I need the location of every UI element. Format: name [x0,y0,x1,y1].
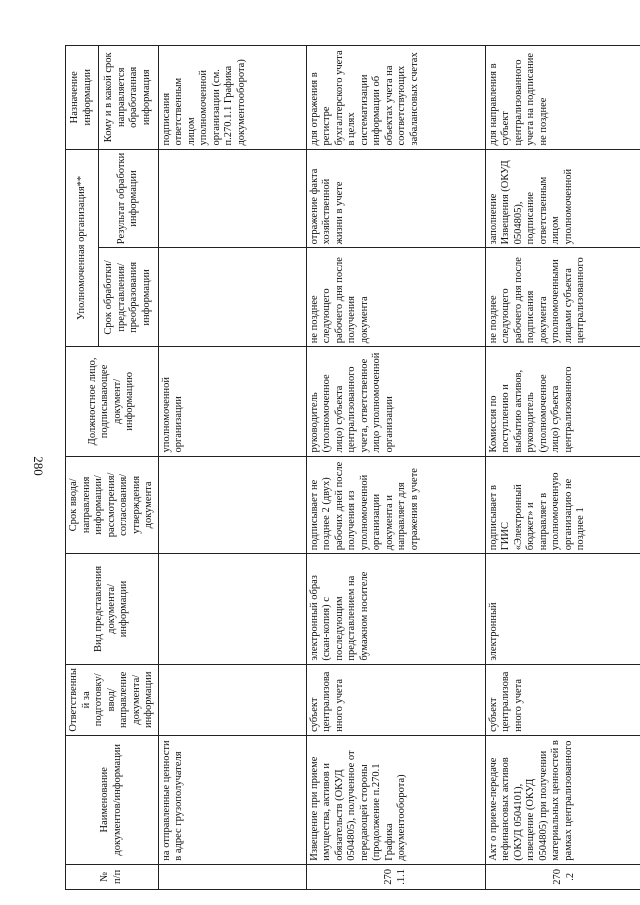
row-type: электронный образ (скан-копия) с последующим представлением на бумажном носителе [306,554,485,664]
row-responsible: субъект централизованного учета [306,664,485,735]
row-purpose: для отражения в регистре бухгалтерского учета в целях систематизации информации об объектах учета на соответствующих забалансовых счетах [306,46,485,150]
header-type: Вид представления документа/ информации [66,554,159,664]
row-official: уполномоченной организации [158,347,306,456]
row-name: на отправленные ценности в адрес грузополучателя [158,735,306,864]
header-num: № п/п [66,864,159,889]
table-row [485,46,640,890]
header-official: Должностное лицо, подписывающее документ/ информацию [66,347,159,456]
row-term [158,248,306,347]
header-authorized-term: Срок обработки/ представления/ преобразования информации [98,248,158,347]
row-term: не позднее следующего рабочего дня после подписания документа уполномоченными лицами субъекта централизованного [485,248,640,347]
row-official: Комиссия по поступлению и выбытию активов, руководитель (уполномоченное лицо) субъекта централизованного [485,347,640,456]
header-name: Наименование документов/информации [66,735,159,864]
row-result: заполнение Извещения (ОКУД 0504805), подписание ответственным лицом уполномоченной [485,149,640,248]
table-row [158,46,306,890]
row-result: отражение факта хозяйственной жизни в учете [306,149,485,248]
row-deadline: подписывает в ГИИС «Электронный бюджет» и направляет в уполномоченную организацию не позднее 1 [485,456,640,554]
row-purpose: подписания ответственным лицом уполномоченной организации (см. п.270.1.1 Графика документооборота) [158,46,306,150]
row-official: руководитель (уполномоченное лицо) субъекта централизованного учета, ответственное лицо уполномоченной организации [306,347,485,456]
row-deadline: подписывает не позднее 2 (двух) рабочих дней после получения из уполномоченной организации документа и направляет для отражения в учете [306,456,485,554]
row-num [158,864,306,889]
row-term: не позднее следующего рабочего дня после получения документа [306,248,485,347]
header-authorized-result: Результат обработки информации [98,149,158,248]
row-name: Акт о приеме-передаче нефинансовых активов (ОКУД 0504101), извещение (ОКУД 0504805) при получении материальных ценностей в рамках централизованного [485,735,640,864]
row-name: Извещение при приеме имущества, активов и обязательств (ОКУД 0504805), полученное от передающей стороны (продолжение п.270.1 Графика документооборота) [306,735,485,864]
row-responsible [158,664,306,735]
row-type [158,554,306,664]
row-deadline [158,456,306,554]
row-responsible: субъект централизованного учета [485,664,640,735]
document-flow-table [65,45,640,890]
row-num: 270.1.1 [306,864,485,889]
header-deadline: Срок ввода/ направления информации/ рассмотрения/ согласования/ утверждения документа [66,456,159,554]
rotated-document-table [65,45,637,890]
row-purpose: для направления в субъект централизованного учета на подписание не позднее [485,46,640,150]
page-number: 280 [31,456,46,476]
row-num: 270.2 [485,864,640,889]
header-purpose-to: Кому и в какой срок направляется обработанная информация [98,46,158,150]
header-authorized: Уполномоченная организация** [66,149,99,347]
row-type: электронный [485,554,640,664]
table-row [306,46,485,890]
header-purpose: Назначение информации [66,46,99,150]
header-responsible: Ответственный за подготовку/ ввод/ направление документа/ информации [66,664,159,735]
row-result [158,149,306,248]
